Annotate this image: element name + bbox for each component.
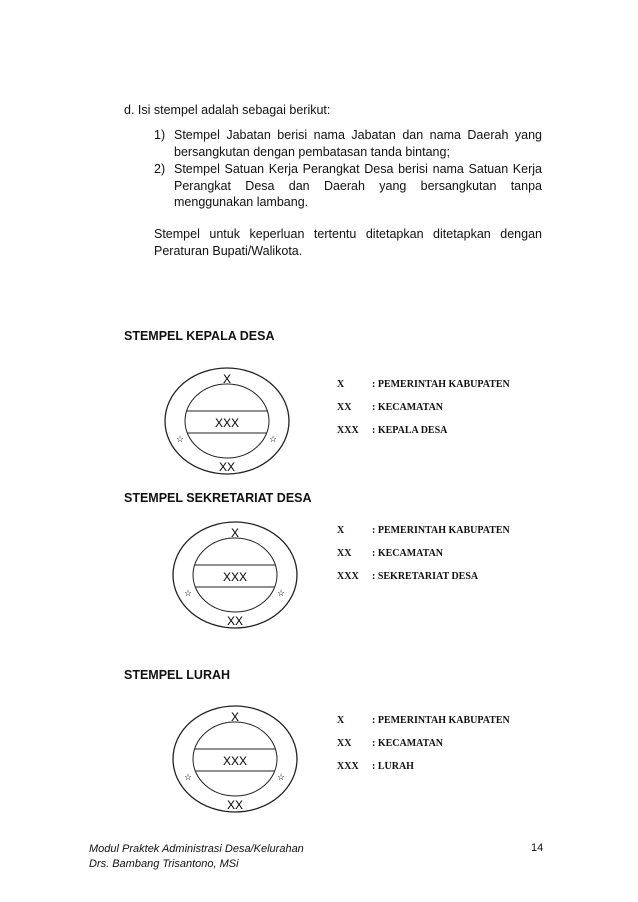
- star-icon: ☆: [276, 772, 286, 782]
- heading-kepala-desa: STEMPEL KEPALA DESA: [124, 329, 275, 343]
- legend-row: XXX : SEKRETARIAT DESA: [337, 571, 479, 582]
- numbered-list: [154, 127, 542, 212]
- stamp-bottom-text: XX: [218, 460, 236, 474]
- legend-row: XX : KECAMATAN: [337, 738, 444, 749]
- list-number: 2): [154, 162, 166, 176]
- legend-kepala-desa: [337, 379, 510, 448]
- stamp-sekretariat-desa: [170, 519, 300, 631]
- legend-row: XX : KECAMATAN: [337, 548, 444, 559]
- stamp-lurah: [170, 703, 300, 815]
- page-number: 14: [531, 842, 544, 854]
- legend-row: XX : KECAMATAN: [337, 402, 444, 413]
- list-item: [154, 161, 542, 211]
- star-icon: ☆: [183, 588, 193, 598]
- heading-lurah: STEMPEL LURAH: [124, 668, 231, 682]
- list-text: Stempel Jabatan berisi nama Jabatan dan nama Daerah yang bersangkutan dengan pembatasan tanda bintang;: [174, 128, 542, 159]
- legend-row: XXX : KEPALA DESA: [337, 425, 448, 436]
- paragraph: Stempel untuk keperluan tertentu ditetapkan ditetapkan dengan Peraturan Bupati/Walikota.: [154, 227, 542, 258]
- list-item: [154, 127, 542, 160]
- footer-author: Drs. Bambang Trisantono, MSi: [89, 858, 239, 870]
- star-icon: ☆: [276, 588, 286, 598]
- stamp-top-text: X: [222, 372, 232, 386]
- stamp-middle-text: XXX: [222, 754, 248, 768]
- page-footer: [89, 842, 304, 872]
- footer-title: Modul Praktek Administrasi Desa/Kelurahan: [89, 843, 304, 855]
- stamp-bottom-text: XX: [226, 614, 244, 628]
- legend-lurah: [337, 715, 510, 784]
- stamp-middle-text: XXX: [214, 416, 240, 430]
- list-text: Stempel Satuan Kerja Perangkat Desa berisi nama Satuan Kerja Perangkat Desa dan Daerah yang bersangkutan tanpa menggunakan lambang.: [174, 162, 542, 209]
- star-icon: ☆: [175, 434, 185, 444]
- heading-sekretariat-desa: STEMPEL SEKRETARIAT DESA: [124, 491, 312, 505]
- legend-row: X : PEMERINTAH KABUPATEN: [337, 379, 510, 390]
- legend-row: X : PEMERINTAH KABUPATEN: [337, 715, 510, 726]
- legend-row: X : PEMERINTAH KABUPATEN: [337, 525, 510, 536]
- star-icon: ☆: [183, 772, 193, 782]
- legend-row: XXX : LURAH: [337, 761, 414, 772]
- legend-sekretariat-desa: [337, 525, 510, 594]
- stamp-top-text: X: [230, 710, 240, 724]
- star-icon: ☆: [268, 434, 278, 444]
- stamp-kepala-desa: [162, 365, 292, 477]
- stamp-top-text: X: [230, 526, 240, 540]
- list-item-d: d. Isi stempel adalah sebagai berikut:: [124, 103, 331, 117]
- stamp-bottom-text: XX: [226, 798, 244, 812]
- list-number: 1): [154, 128, 166, 142]
- stamp-middle-text: XXX: [222, 570, 248, 584]
